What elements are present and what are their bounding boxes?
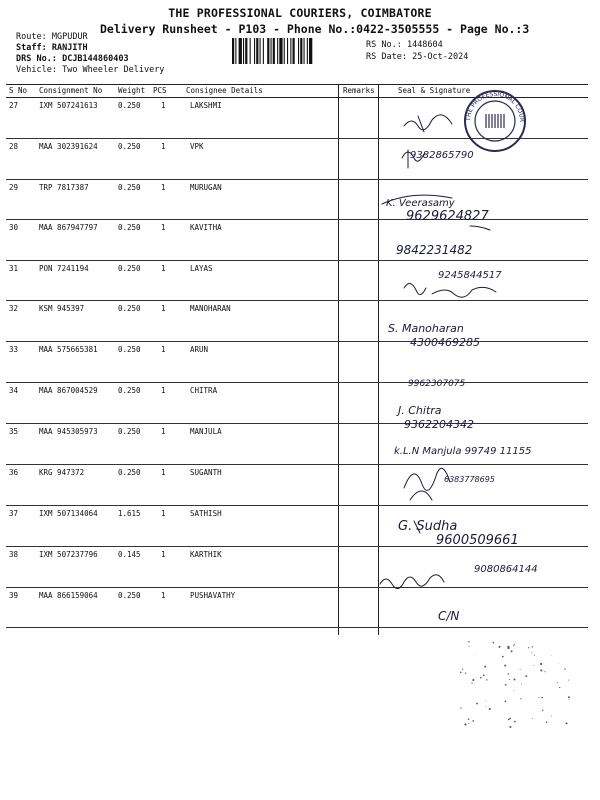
col-signature: Seal & Signature [398, 86, 471, 95]
vehicle-value: Two Wheeler Delivery [62, 65, 165, 75]
cell-sno: 33 [9, 345, 19, 354]
sig-text-37b: 9600509661 [436, 533, 519, 548]
cell-consignment: IXM 507241613 [39, 101, 98, 110]
cell-sno: 27 [9, 101, 19, 110]
cell-consignment: MAA 867004529 [39, 386, 98, 395]
cell-pcs: 1 [161, 223, 166, 232]
route-line: Route: MGPUDUR [16, 32, 88, 42]
cell-consignment: MAA 945305973 [39, 427, 98, 436]
cell-weight: 0.250 [118, 386, 141, 395]
sig-text-32b: 4300469285 [410, 336, 480, 349]
cell-weight: 0.250 [118, 101, 141, 110]
runsheet-meta-right [366, 39, 468, 63]
cell-sno: 36 [9, 468, 19, 477]
cell-sno: 39 [9, 591, 19, 600]
cell-weight: 0.250 [118, 468, 141, 477]
cell-weight: 0.250 [118, 345, 141, 354]
cell-pcs: 1 [161, 591, 166, 600]
sig-text-35: k.L.N Manjula 99749 11155 [394, 446, 532, 457]
signature-column [374, 96, 580, 641]
cell-weight: 0.250 [118, 183, 141, 192]
cell-consignment: MAA 302391624 [39, 142, 98, 151]
route-value: MGPUDUR [51, 32, 88, 42]
cell-pcs: 1 [161, 427, 166, 436]
drs-value: DCJB144860403 [62, 54, 129, 64]
cell-consignee: SUGANTH [190, 468, 222, 477]
cell-consignee: ARUN [190, 345, 209, 354]
staff-value: RANJITH [51, 43, 88, 53]
col-weight: Weight [118, 86, 146, 95]
cell-sno: 34 [9, 386, 19, 395]
runsheet-title: Delivery Runsheet - P103 - Phone No.:0422-3505555 - Page No.:3 [100, 22, 530, 36]
signature-scribbles [374, 96, 580, 641]
cell-pcs: 1 [161, 264, 166, 273]
sig-text-30: 9842231482 [396, 243, 473, 257]
cell-sno: 37 [9, 509, 19, 518]
cell-pcs: 1 [161, 345, 166, 354]
cell-weight: 0.250 [118, 142, 141, 151]
cell-consignee: KARTHIK [190, 550, 222, 559]
cell-consignment: KSM 945397 [39, 304, 85, 313]
sig-text-33: 9962307075 [408, 379, 466, 389]
rs-date-line: RS Date: 25-Oct-2024 [366, 52, 469, 62]
cell-sno: 28 [9, 142, 19, 151]
staff-line: Staff: RANJITH [16, 43, 88, 53]
barcode [232, 38, 356, 64]
col-consignment: Consignment No [39, 86, 103, 95]
cell-weight: 0.250 [118, 591, 141, 600]
rs-date-value: 25-Oct-2024 [412, 52, 469, 62]
rs-no-line: RS No.: 1448604 [366, 40, 443, 50]
cell-consignee: MANJULA [190, 427, 222, 436]
cell-consignee: LAYAS [190, 264, 213, 273]
rs-no-value: 1448604 [406, 40, 443, 50]
cell-pcs: 1 [161, 386, 166, 395]
sig-text-29a: K. Veerasamy [386, 198, 455, 209]
cell-consignment: IXM 507237796 [39, 550, 98, 559]
col-sno: S No [9, 86, 28, 95]
cell-consignment: MAA 866159064 [39, 591, 98, 600]
col-pcs: PCS [153, 86, 167, 95]
cell-pcs: 1 [161, 550, 166, 559]
cell-weight: 1.615 [118, 509, 141, 518]
cell-pcs: 1 [161, 101, 166, 110]
cell-consignment: TRP 7817387 [39, 183, 89, 192]
cell-consignment: IXM 507134064 [39, 509, 98, 518]
cell-pcs: 1 [161, 183, 166, 192]
cell-weight: 0.250 [118, 223, 141, 232]
cell-consignment: MAA 575665381 [39, 345, 98, 354]
sig-text-36: 6383778695 [444, 475, 495, 484]
cell-sno: 31 [9, 264, 19, 273]
cell-weight: 0.250 [118, 304, 141, 313]
drs-line: DRS No.: DCJB144860403 [16, 54, 129, 64]
col-consignee: Consignee Details [186, 86, 263, 95]
sig-text-31: 9245844517 [438, 270, 502, 281]
cell-sno: 29 [9, 183, 19, 192]
col-remarks: Remarks [343, 86, 375, 95]
sig-text-34a: J. Chitra [398, 404, 442, 417]
cell-pcs: 1 [161, 468, 166, 477]
cell-sno: 30 [9, 223, 19, 232]
sig-text-39: C/N [438, 609, 460, 623]
sig-text-38: 9080864144 [474, 564, 538, 575]
cell-consignee: MURUGAN [190, 183, 222, 192]
courier-seal [460, 86, 530, 156]
cell-weight: 0.250 [118, 427, 141, 436]
cell-consignment: PON 7241194 [39, 264, 89, 273]
cell-sno: 35 [9, 427, 19, 436]
sig-text-37a: G. Sudha [398, 519, 458, 534]
sig-text-28: 9382865790 [410, 150, 474, 161]
company-name: THE PROFESSIONAL COURIERS, COIMBATORE [168, 6, 432, 20]
vehicle-line: Vehicle: Two Wheeler Delivery [16, 65, 165, 75]
sig-text-32a: S. Manoharan [388, 322, 464, 335]
cell-weight: 0.250 [118, 264, 141, 273]
seal-text: THE PROFESSIONAL COUR [464, 90, 526, 123]
cell-consignee: CHITRA [190, 386, 218, 395]
cell-consignee: KAVITHA [190, 223, 222, 232]
cell-sno: 38 [9, 550, 19, 559]
cell-consignee: VPK [190, 142, 204, 151]
cell-pcs: 1 [161, 142, 166, 151]
sig-text-29b: 9629624827 [406, 209, 489, 224]
cell-consignee: SATHISH [190, 509, 222, 518]
cell-consignee: LAKSHMI [190, 101, 222, 110]
cell-weight: 0.145 [118, 550, 141, 559]
paper-specks [460, 640, 570, 730]
runsheet-meta-left [16, 32, 164, 76]
cell-consignment: MAA 867947797 [39, 223, 98, 232]
cell-consignment: KRG 947372 [39, 468, 85, 477]
cell-pcs: 1 [161, 509, 166, 518]
cell-sno: 32 [9, 304, 19, 313]
cell-consignee: MANOHARAN [190, 304, 231, 313]
cell-consignee: PUSHAVATHY [190, 591, 236, 600]
sig-text-34b: 9362204342 [404, 418, 474, 431]
cell-pcs: 1 [161, 304, 166, 313]
